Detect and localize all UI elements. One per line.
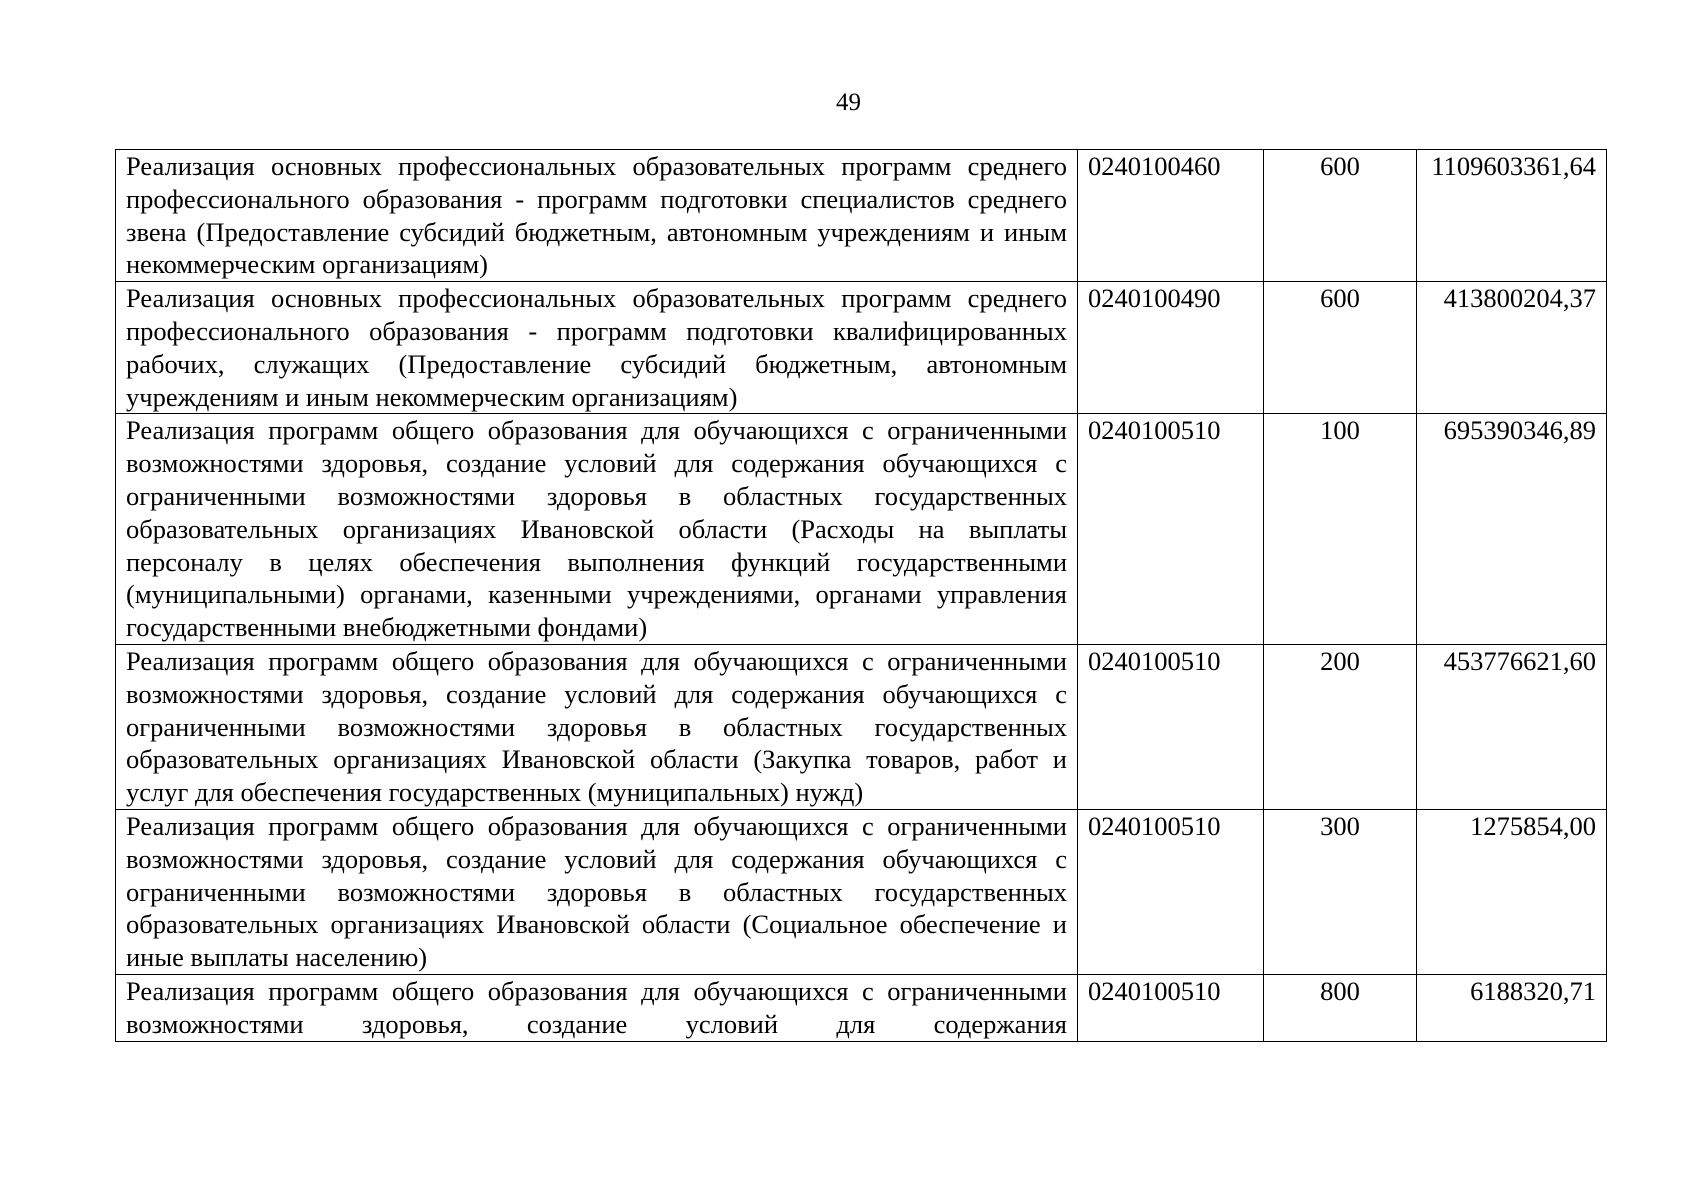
row-expense-type: 300 bbox=[1264, 809, 1417, 974]
row-expense-type: 600 bbox=[1264, 282, 1417, 414]
row-target-code: 0240100510 bbox=[1078, 809, 1264, 974]
row-amount: 6188320,71 bbox=[1417, 974, 1607, 1041]
row-expense-type: 600 bbox=[1264, 150, 1417, 282]
row-expense-type: 200 bbox=[1264, 644, 1417, 809]
row-expense-type: 100 bbox=[1264, 414, 1417, 645]
budget-table bbox=[115, 149, 1607, 1042]
row-target-code: 0240100490 bbox=[1078, 282, 1264, 414]
row-amount: 453776621,60 bbox=[1417, 644, 1607, 809]
row-target-code: 0240100510 bbox=[1078, 414, 1264, 645]
row-expense-type: 800 bbox=[1264, 974, 1417, 1041]
row-amount: 1275854,00 bbox=[1417, 809, 1607, 974]
row-amount: 413800204,37 bbox=[1417, 282, 1607, 414]
row-target-code: 0240100510 bbox=[1078, 974, 1264, 1041]
row-description: Реализация программ общего образования для обучающихся с ограниченными возможностями здоровья, создание условий для содержания обучающихся с ограниченными возможностями здоровья в областных государственных образовательных организациях Ивановской области (Социальное обеспечение и иные выплаты населению) bbox=[116, 809, 1078, 974]
page-number: 49 bbox=[836, 89, 861, 116]
row-amount: 1109603361,64 bbox=[1417, 150, 1607, 282]
row-description: Реализация основных профессиональных образовательных программ среднего профессионального образования - программ подготовки квалифицированных рабочих, служащих (Предоставление субсидий бюджетным, автономным учреждениям и иным некоммерческим организациям) bbox=[116, 282, 1078, 414]
table-row bbox=[116, 974, 1607, 1041]
row-description: Реализация программ общего образования для обучающихся с ограниченными возможностями здоровья, создание условий для содержания обучающихся с ограниченными возможностями здоровья в областных государственных образовательных организациях Ивановской области (Закупка товаров, работ и услуг для обеспечения государственных (муниципальных) нужд) bbox=[116, 644, 1078, 809]
row-target-code: 0240100460 bbox=[1078, 150, 1264, 282]
table-row bbox=[116, 414, 1607, 645]
row-description: Реализация программ общего образования для обучающихся с ограниченными возможностями здоровья, создание условий для содержания bbox=[116, 974, 1078, 1041]
row-description: Реализация основных профессиональных образовательных программ среднего профессионального образования - программ подготовки специалистов среднего звена (Предоставление субсидий бюджетным, автономным учреждениям и иным некоммерческим организациям) bbox=[116, 150, 1078, 282]
row-amount: 695390346,89 bbox=[1417, 414, 1607, 645]
row-description: Реализация программ общего образования для обучающихся с ограниченными возможностями здоровья, создание условий для содержания обучающихся с ограниченными возможностями здоровья в областных государственных образовательных организациях Ивановской области (Расходы на выплаты персоналу в целях обеспечения выполнения функций государственными (муниципальными) органами, казенными учреждениями, органами управления государственными внебюджетными фондами) bbox=[116, 414, 1078, 645]
row-target-code: 0240100510 bbox=[1078, 644, 1264, 809]
table-row bbox=[116, 809, 1607, 974]
table-row bbox=[116, 150, 1607, 282]
table-row bbox=[116, 644, 1607, 809]
table-row bbox=[116, 282, 1607, 414]
